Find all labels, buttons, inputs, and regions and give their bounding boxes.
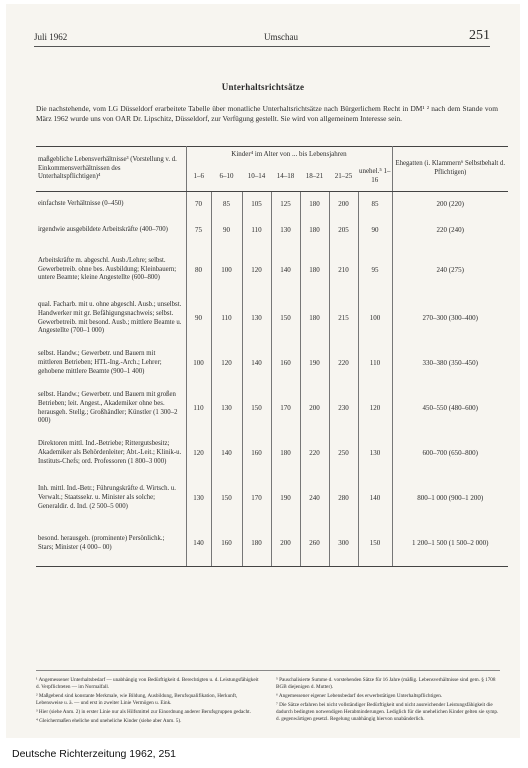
rate-cell: 160 bbox=[271, 341, 300, 386]
table-row bbox=[36, 296, 508, 341]
rate-cell: 260 bbox=[300, 521, 329, 567]
rate-cell: 160 bbox=[211, 521, 242, 567]
footnote: ² Maßgebend sind konstante Merkmale, wie Bildung, Ausbildung, Berufsqualifikation, Herkunft, Lebensweise u. ä. — und erst in zweiter Linie Vermögen u. Eink. bbox=[36, 693, 238, 706]
rate-cell: 120 bbox=[358, 386, 392, 431]
rate-cell: 220 bbox=[300, 431, 329, 476]
spouse-rate-cell: 800–1 000 (900–1 200) bbox=[417, 494, 484, 503]
rate-cell: 105 bbox=[242, 192, 271, 217]
rate-cell: 110 bbox=[358, 341, 392, 386]
rate-cell: 130 bbox=[211, 386, 242, 431]
age-column-header: 1–6 bbox=[186, 161, 211, 192]
running-head-date: Juli 1962 bbox=[34, 32, 68, 42]
spouse-rate-cell: 450–550 (480–600) bbox=[422, 404, 478, 413]
rate-cell: 210 bbox=[329, 244, 358, 296]
age-column-header: 21–25 bbox=[329, 161, 358, 192]
rate-cell: 95 bbox=[358, 244, 392, 296]
table-row bbox=[36, 386, 508, 431]
spouse-rate-cell: 600–700 (650–800) bbox=[422, 449, 478, 458]
lifestyle-category-cell: qual. Facharb. mit u. ohne abgeschl. Ausb.; unselbst. Handwerker mit gr. Befähigungsnachweis; selbst. Gewerbetreib. mit besond. Ausb.; mittlere Beamte u. Angestellte (700–1 000) bbox=[36, 296, 186, 341]
spouse-column-header: Ehegatten (i. Klammern⁶ Selbstbehalt d. Pflichtigen) bbox=[392, 147, 508, 192]
lifestyle-category-cell: irgendwie ausgebildete Arbeitskräfte (400–700) bbox=[36, 216, 186, 244]
table-row bbox=[36, 341, 508, 386]
rate-cell: 120 bbox=[211, 341, 242, 386]
lifestyle-category-cell: Inh. mittl. Ind.-Betr.; Führungskräfte d. Wirtsch. u. Verwalt.; Staatssekr. u. Minister als solche; Generaldir. d. Ind. (2 500–5 000) bbox=[36, 476, 186, 521]
rate-cell: 130 bbox=[271, 216, 300, 244]
rate-cell: 150 bbox=[271, 296, 300, 341]
rate-cell: 300 bbox=[329, 521, 358, 567]
rate-cell: 180 bbox=[300, 216, 329, 244]
scanned-page bbox=[6, 4, 520, 738]
rate-cell: 140 bbox=[242, 341, 271, 386]
footnote: ¹ Angemessener Unterhaltsbedarf — unabhängig von Bedürftigkeit d. Berechtigten u. d. Leistungsfähigkeit d. Verpflichteten — im Normalfall. bbox=[36, 677, 259, 690]
age-column-header: unehel.⁵ 1–16 bbox=[358, 161, 392, 192]
rate-cell: 85 bbox=[211, 192, 242, 217]
rate-cell: 100 bbox=[211, 244, 242, 296]
footnote: ⁶ Angemessener eigener Lebensbedarf des erwerbstätigen Unterhaltspflichtigen. bbox=[276, 693, 443, 699]
rate-cell: 160 bbox=[242, 431, 271, 476]
rate-cell: 190 bbox=[271, 476, 300, 521]
lifestyle-category-cell: Arbeitskräfte m. abgeschl. Ausb./Lehre; selbst. Gewerbetreib. ohne bes. Ausbildung; Kleinbauern; untere Beamte; kleine Angestellte (600–800) bbox=[36, 244, 186, 296]
rate-cell: 215 bbox=[329, 296, 358, 341]
rate-cell: 170 bbox=[242, 476, 271, 521]
running-head-section: Umschau bbox=[264, 32, 298, 42]
rate-cell: 150 bbox=[242, 386, 271, 431]
footnote: ⁴ Gleichermaßen eheliche und uneheliche Kinder (siehe aber Anm. 5). bbox=[36, 718, 182, 724]
rate-cell: 110 bbox=[211, 296, 242, 341]
rate-cell: 220 bbox=[329, 341, 358, 386]
table-row bbox=[36, 216, 508, 244]
rate-cell: 250 bbox=[329, 431, 358, 476]
rate-cell: 170 bbox=[271, 386, 300, 431]
table-row bbox=[36, 521, 508, 567]
footnotes bbox=[36, 670, 500, 724]
rate-cell: 180 bbox=[242, 521, 271, 567]
rate-cell: 205 bbox=[329, 216, 358, 244]
spouse-rate-cell: 240 (275) bbox=[436, 265, 464, 274]
rate-cell: 180 bbox=[300, 192, 329, 217]
lifestyle-category-cell: selbst. Handw.; Gewerbetr. und Bauern mit großen Betrieben; leit. Angest., Akademiker ohne bes. herausgeh. Stellg.; Großhändler; Künstler (1 300–2 000) bbox=[36, 386, 186, 431]
rate-cell: 90 bbox=[211, 216, 242, 244]
footnote: ⁵ Pauschalisierte Summe d. vorstehenden Sätze für 16 Jahre (mäßig. Lebensverhältnisse sind gem. § 1708 BGB diejenigen d. Mutter). bbox=[276, 677, 496, 690]
rate-cell: 85 bbox=[358, 192, 392, 217]
rate-cell: 140 bbox=[211, 431, 242, 476]
footnotes-left-column bbox=[36, 677, 260, 727]
spouse-rate-cell: 270–300 (300–400) bbox=[422, 314, 478, 323]
spouse-rate-cell: 200 (220) bbox=[436, 199, 464, 208]
rate-cell: 120 bbox=[186, 431, 211, 476]
table-row bbox=[36, 476, 508, 521]
age-column-header: 14–18 bbox=[271, 161, 300, 192]
rate-cell: 75 bbox=[186, 216, 211, 244]
intro-paragraph: Die nachstehende, vom LG Düsseldorf erarbeitete Tabelle über monatliche Unterhaltsrichtsätze nach Bürgerlichem Recht in DM¹ ² nach dem Stande vom März 1962 wurde uns von OAR Dr. Lipschitz, Düsseldorf, zur Verfügung gestellt. Sie wird von allgemeinem Interesse sein. bbox=[36, 104, 498, 123]
header-rule bbox=[34, 46, 490, 47]
source-caption: Deutsche Richterzeitung 1962, 251 bbox=[12, 748, 177, 760]
rate-cell: 110 bbox=[242, 216, 271, 244]
rate-cell: 140 bbox=[271, 244, 300, 296]
spouse-rate-cell: 220 (240) bbox=[436, 225, 464, 234]
running-head bbox=[34, 30, 490, 44]
rate-cell: 80 bbox=[186, 244, 211, 296]
rate-cell: 150 bbox=[211, 476, 242, 521]
rate-cell: 130 bbox=[242, 296, 271, 341]
rate-cell: 120 bbox=[242, 244, 271, 296]
table-row bbox=[36, 431, 508, 476]
rate-cell: 150 bbox=[358, 521, 392, 567]
lifestyle-column-header: maßgebliche Lebensverhältnisse³ (Vorstellung v. d. Einkommensverhältnissen des Unterhaltspflichtigen)⁴ bbox=[36, 147, 186, 192]
lifestyle-category-cell: Direktoren mittl. Ind.-Betriebe; Rittergutsbesitz; Akademiker als Behördenleiter; Abt.-Leit.; Klinik-u. Instituts-Chefs; ord. Professoren (1 800–3 000) bbox=[36, 431, 186, 476]
spouse-rate-cell: 330–380 (350–450) bbox=[422, 359, 478, 368]
rate-cell: 240 bbox=[300, 476, 329, 521]
rate-cell: 130 bbox=[358, 431, 392, 476]
rate-cell: 200 bbox=[271, 521, 300, 567]
lifestyle-category-cell: besond. herausgeh. (prominente) Persönlichk.; Stars; Minister (4 000– 00) bbox=[36, 521, 186, 567]
rate-cell: 90 bbox=[186, 296, 211, 341]
lifestyle-category-cell: einfachste Verhältnisse (0–450) bbox=[36, 192, 186, 217]
rate-cell: 180 bbox=[300, 244, 329, 296]
rate-cell: 280 bbox=[329, 476, 358, 521]
spouse-rate-cell: 1 200–1 500 (1 500–2 000) bbox=[392, 521, 508, 567]
rate-cell: 90 bbox=[358, 216, 392, 244]
rate-cell: 190 bbox=[300, 341, 329, 386]
rate-cell: 180 bbox=[300, 296, 329, 341]
article-title: Unterhaltsrichtsätze bbox=[221, 82, 305, 92]
maintenance-rates-table bbox=[36, 146, 508, 567]
lifestyle-category-cell: selbst. Handw.; Gewerbetr. und Bauern mit mittleren Betrieben; HTL-Ing.-Arch.; Lehrer; gehobene mittlere Beamte (900–1 400) bbox=[36, 341, 186, 386]
rate-cell: 100 bbox=[186, 341, 211, 386]
footnotes-right-column bbox=[276, 677, 500, 725]
rate-cell: 180 bbox=[271, 431, 300, 476]
table-body bbox=[36, 192, 508, 567]
rate-cell: 140 bbox=[358, 476, 392, 521]
rate-cell: 140 bbox=[186, 521, 211, 567]
table-row bbox=[36, 192, 508, 217]
rate-cell: 230 bbox=[329, 386, 358, 431]
footnote: ⁷ Die Sätze erfahren bei nicht vollständiger Bedürftigkeit und nicht ausreichender Leistungsfähigkeit die dadurch bedingten notwendigen Herabminderungen. Lediglich für die unehelichen Kinder gelten sie symp. d. gegenwärtigen gesetzl. Regelung unabhängig hiervon unabänderlich. bbox=[276, 702, 499, 722]
age-column-header: 18–21 bbox=[300, 161, 329, 192]
age-column-header: 10–14 bbox=[242, 161, 271, 192]
rate-cell: 100 bbox=[358, 296, 392, 341]
age-column-header: 6–10 bbox=[211, 161, 242, 192]
rate-cell: 200 bbox=[329, 192, 358, 217]
table-row bbox=[36, 244, 508, 296]
children-age-header: Kinder⁴ im Alter von ... bis Lebensjahren bbox=[186, 147, 392, 162]
rate-cell: 130 bbox=[186, 476, 211, 521]
footnote: ³ Hier (siehe Anm. 2) in erster Linie nur als Hilfsmittel zur Einordnung anderer Berufsgruppen gedacht. bbox=[36, 709, 251, 715]
rate-cell: 110 bbox=[186, 386, 211, 431]
rate-cell: 70 bbox=[186, 192, 211, 217]
page-number: 251 bbox=[469, 28, 490, 43]
rate-cell: 125 bbox=[271, 192, 300, 217]
rate-cell: 200 bbox=[300, 386, 329, 431]
